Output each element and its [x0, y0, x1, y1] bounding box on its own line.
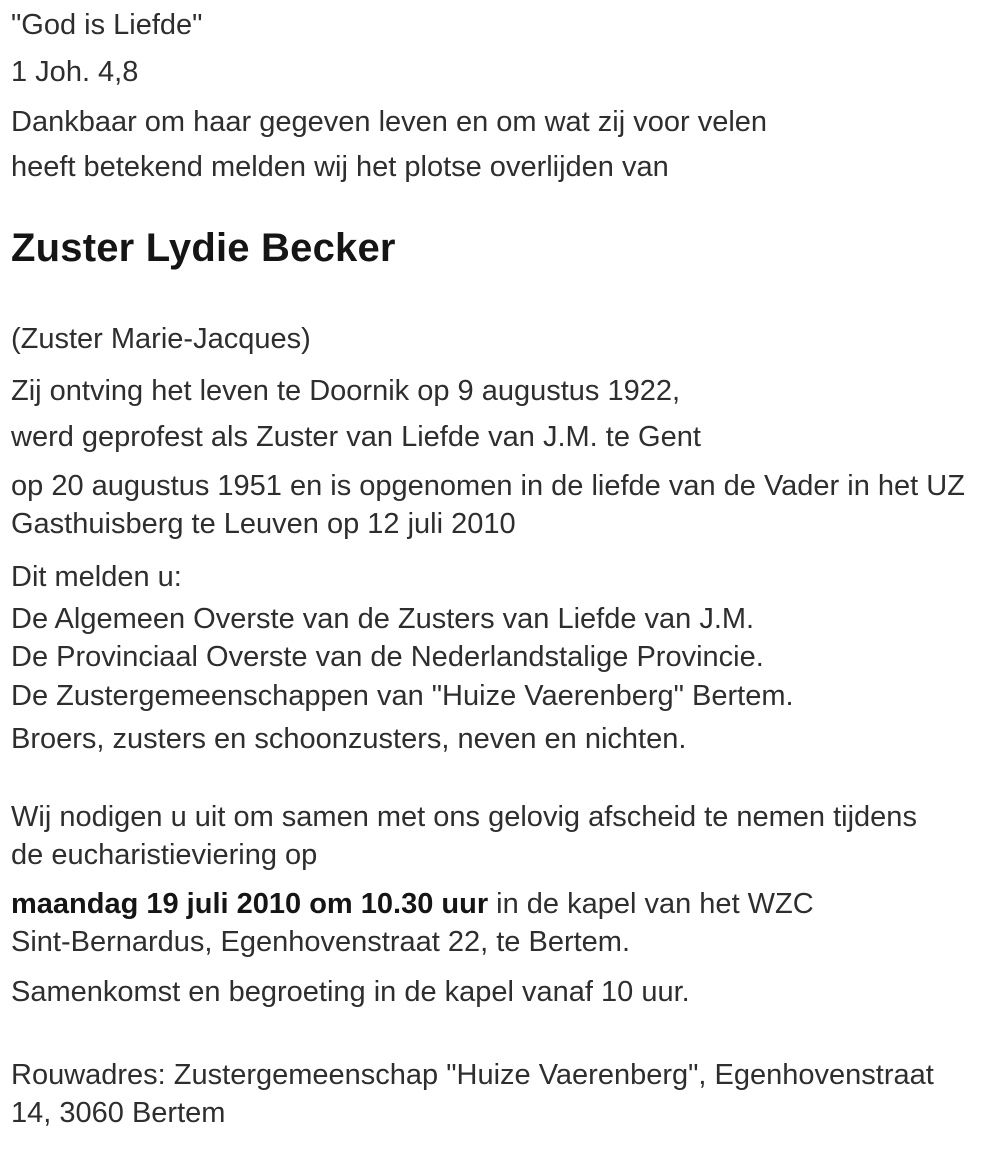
deceased-religious-name: (Zuster Marie-Jacques) — [11, 323, 311, 355]
service-location-part-1: in de kapel van het WZC — [488, 888, 814, 920]
epigraph-quote: "God is Liefde" — [11, 9, 203, 41]
service-location-part-2: Sint-Bernardus, Egenhovenstraat 22, te Bertem. — [11, 926, 631, 958]
service-details — [11, 885, 988, 961]
mourning-address-line-2: 14, 3060 Bertem — [11, 1097, 226, 1129]
invitation — [11, 798, 988, 874]
death-details-line-1: op 20 augustus 1951 en is opgenomen in de liefde van de Vader in het UZ — [11, 470, 965, 502]
announcer-item: Broers, zusters en schoonzusters, neven en nichten. — [11, 723, 687, 755]
death-details-line-2: Gasthuisberg te Leuven op 12 juli 2010 — [11, 508, 516, 540]
service-datetime: maandag 19 juli 2010 om 10.30 uur — [11, 888, 489, 920]
gathering-line: Samenkomst en begroeting in de kapel vanaf 10 uur. — [11, 976, 690, 1008]
announcer-item: De Algemeen Overste van de Zusters van Liefde van J.M. — [11, 603, 755, 635]
mourning-address — [11, 1056, 988, 1132]
invitation-line-1: Wij nodigen u uit om samen met ons gelovig afscheid te nemen tijdens — [11, 801, 917, 833]
announcers-heading: Dit melden u: — [11, 561, 182, 593]
birth-line: Zij ontving het leven te Doornik op 9 augustus 1922, — [11, 375, 681, 407]
mourning-address-line-1: Rouwadres: Zustergemeenschap "Huize Vaerenberg", Egenhovenstraat — [11, 1059, 934, 1091]
announcer-item: De Provinciaal Overste van de Nederlandstalige Provincie. — [11, 641, 764, 673]
deceased-name: Zuster Lydie Becker — [11, 226, 396, 270]
intro-line-2: heeft betekend melden wij het plotse overlijden van — [11, 151, 669, 183]
profession-line: werd geprofest als Zuster van Liefde van J.M. te Gent — [11, 421, 701, 453]
invitation-line-2: de eucharistieviering op — [11, 839, 318, 871]
epigraph-reference: 1 Joh. 4,8 — [11, 56, 139, 88]
death-details — [11, 467, 988, 543]
intro-line-1: Dankbaar om haar gegeven leven en om wat zij voor velen — [11, 106, 768, 138]
announcer-item: De Zustergemeenschappen van "Huize Vaerenberg" Bertem. — [11, 680, 794, 712]
death-notice — [11, 6, 988, 1132]
